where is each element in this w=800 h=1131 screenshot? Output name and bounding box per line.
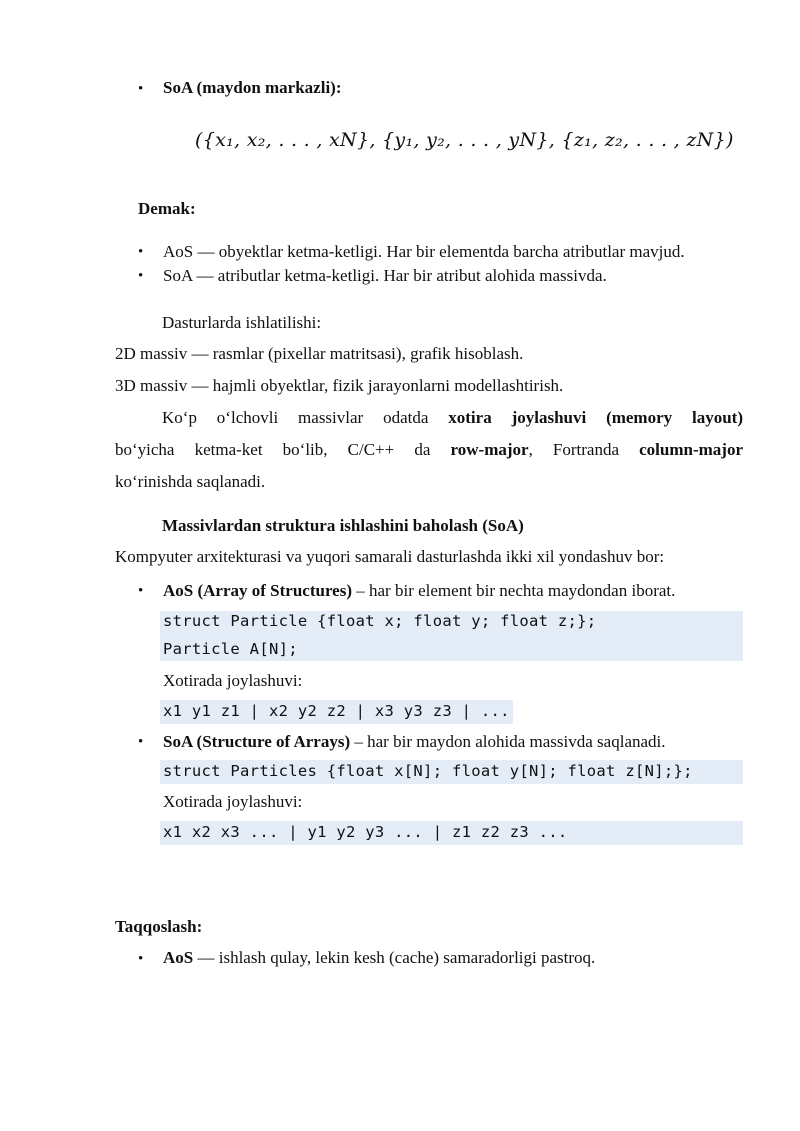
compare-title: Taqqoslash:	[115, 917, 203, 936]
soa-heading: SoA (maydon markazli):	[163, 78, 342, 97]
demak-item-aos	[163, 242, 685, 262]
bullet: •	[138, 81, 144, 97]
bullet: •	[138, 951, 144, 967]
bullet: •	[138, 734, 144, 750]
aos-title: AoS (Array of Structures)	[163, 581, 353, 600]
bold-term: xotira joylashuvi (memory layout)	[448, 408, 744, 427]
demak-term: AoS	[163, 242, 194, 261]
soa-code-line1: struct Particles {float x[N]; float y[N]; float z[N];};	[163, 762, 693, 780]
soa-mem-code: x1 x2 x3 ... | y1 y2 y3 ... | z1 z2 z3 ...	[163, 823, 568, 841]
usage-2d: 2D massiv — rasmlar (pixellar matritsasi), grafik hisoblash.	[115, 344, 524, 363]
demak-text: — atributlar ketma-ketligi. Har bir atribut alohida massivda.	[192, 266, 607, 285]
bullet: •	[138, 583, 144, 599]
aos-mem-label: Xotirada joylashuvi:	[163, 671, 303, 690]
demak-text: — obyektlar ketma-ketligi. Har bir elementda barcha atributlar mavjud.	[193, 242, 685, 261]
aos-code-line1: struct Particle {float x; float y; float z;};	[163, 612, 597, 630]
demak-heading: Demak:	[138, 199, 196, 218]
aos-item	[163, 581, 675, 601]
bullet: •	[138, 244, 144, 260]
usage-intro: Dasturlarda ishlatilishi:	[162, 313, 322, 332]
bold-term: column-major	[639, 440, 744, 459]
demak-item-soa	[163, 266, 607, 286]
text-run: , Fortranda	[528, 440, 640, 459]
bold-term: row-major	[450, 440, 529, 459]
aos-mem-code: x1 y1 z1 | x2 y2 z2 | x3 y3 z3 | ...	[163, 702, 510, 720]
text-run: bo‘yicha ketma-ket bo‘lib, C/C++ da	[115, 440, 451, 459]
section-title: Massivlardan struktura ishlashini baholash (SoA)	[162, 516, 524, 535]
soa-desc: – har bir maydon alohida massivda saqlanadi.	[350, 732, 666, 751]
soa-item	[163, 732, 666, 752]
soa-formula: ({x₁, x₂, . . . , xN}, {y₁, y₂, . . . , yN}, {z₁, z₂, . . . , zN})	[195, 129, 734, 151]
usage-3d: 3D massiv — hajmli obyektlar, fizik jarayonlarni modellashtirish.	[115, 376, 564, 395]
memory-para-line3: ko‘rinishda saqlanadi.	[115, 472, 266, 491]
soa-mem-label: Xotirada joylashuvi:	[163, 792, 303, 811]
demak-term: SoA	[163, 266, 193, 285]
compare-item-aos	[163, 948, 595, 968]
compare-text: — ishlash qulay, lekin kesh (cache) samaradorligi pastroq.	[193, 948, 596, 967]
aos-code-line2: Particle A[N];	[163, 640, 298, 658]
compare-term: AoS	[163, 948, 194, 967]
aos-desc: – har bir element bir nechta maydondan iborat.	[352, 581, 676, 600]
text-run: Ko‘p o‘lchovli massivlar odatda	[162, 408, 449, 427]
soa-title: SoA (Structure of Arrays)	[163, 732, 351, 751]
section-intro: Kompyuter arxitekturasi va yuqori samarali dasturlashda ikki xil yondashuv bor:	[115, 547, 665, 566]
memory-para-line2	[115, 440, 743, 460]
bullet: •	[138, 268, 144, 284]
memory-para-line1	[162, 408, 743, 428]
